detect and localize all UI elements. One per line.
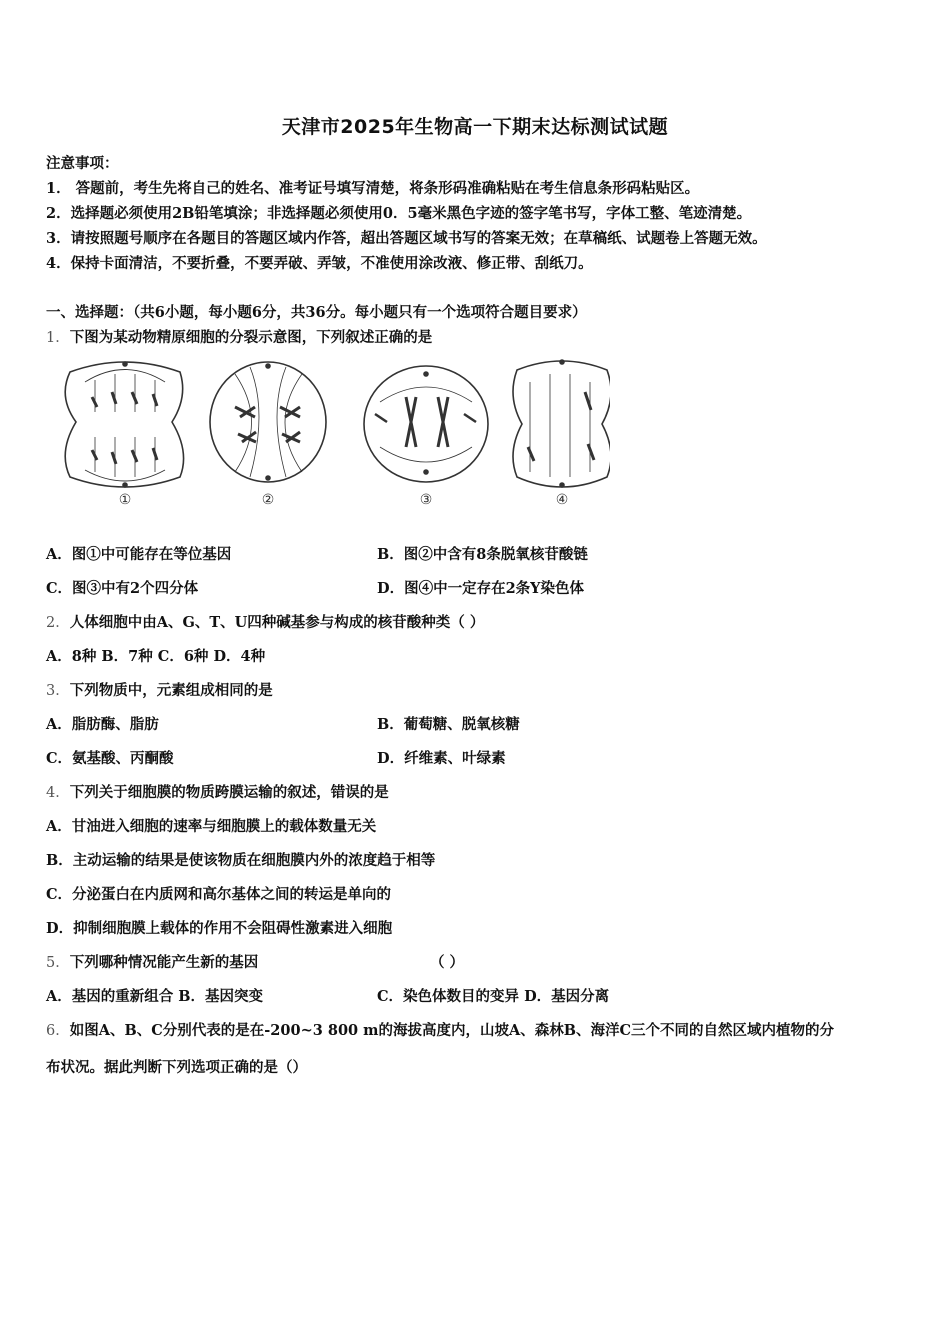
q1-option-c: C．图③中有2个四分体 xyxy=(46,580,199,597)
q1-option-b: B．图②中含有8条脱氧核苷酸链 xyxy=(377,546,588,563)
question-2 xyxy=(46,611,484,632)
question-stem: 下列哪种情况能产生新的基因 xyxy=(69,954,259,971)
q5-options-ab: A．基因的重新组合 B．基因突变 xyxy=(46,988,264,1005)
question-5 xyxy=(46,951,258,972)
q3-option-d: D．纤维素、叶绿素 xyxy=(377,750,506,767)
notice-item-2: 2．选择题必须使用2B铅笔填涂；非选择题必须使用0．5毫米黑色字迹的签字笔书写，字体工整、笔迹清楚。 xyxy=(46,205,752,222)
question-3 xyxy=(46,679,273,700)
q4-option-a: A．甘油进入细胞的速率与细胞膜上的载体数量无关 xyxy=(46,818,377,835)
cell-1-outline xyxy=(65,362,183,487)
question-number: 6． xyxy=(46,1023,70,1039)
cell-division-diagram xyxy=(50,352,610,522)
q1-option-a: A．图①中可能存在等位基因 xyxy=(46,546,232,563)
cell-division-figure xyxy=(50,352,610,522)
figure-label-3: ③ xyxy=(419,492,433,508)
section-heading: 一、选择题：（共6小题，每小题6分，共36分。每小题只有一个选项符合题目要求） xyxy=(46,304,587,321)
question-1 xyxy=(46,326,432,347)
notice-item-3: 3．请按照题号顺序在各题目的答题区域内作答，超出答题区域书写的答案无效；在草稿纸、试题卷上答题无效。 xyxy=(46,230,767,247)
notice-item-4: 4．保持卡面清洁，不要折叠，不要弄破、弄皱，不准使用涂改液、修正带、刮纸刀。 xyxy=(46,255,593,272)
notice-item-1: 1． 答题前，考生先将自己的姓名、准考证号填写清楚，将条形码准确粘贴在考生信息条形码粘贴区。 xyxy=(46,180,700,197)
question-stem: 人体细胞中由A、G、T、U四种碱基参与构成的核苷酸种类（ ） xyxy=(69,614,485,631)
question-stem-line-1: 如图A、B、C分别代表的是在-200~3 800 m的海拔高度内，山坡A、森林B、海洋C三个不同的自然区域内植物的分 xyxy=(69,1022,835,1039)
q1-option-d: D．图④中一定存在2条Y染色体 xyxy=(377,580,585,597)
question-6 xyxy=(46,1019,834,1040)
cell-4-outline xyxy=(513,361,610,487)
notice-heading: 注意事项： xyxy=(46,155,119,172)
question-4 xyxy=(46,781,389,802)
figure-label-4: ④ xyxy=(555,492,569,508)
question-number: 1． xyxy=(46,330,70,346)
question-stem: 下列关于细胞膜的物质跨膜运输的叙述，错误的是 xyxy=(69,784,389,801)
cell-3-outline xyxy=(364,366,488,482)
figure-label-1: ① xyxy=(118,492,132,508)
question-stem: 下图为某动物精原细胞的分裂示意图，下列叙述正确的是 xyxy=(69,329,433,346)
figure-label-2: ② xyxy=(261,492,275,508)
q4-option-b: B．主动运输的结果是使该物质在细胞膜内外的浓度趋于相等 xyxy=(46,852,436,869)
q2-options: A．8种 B．7种 C．6种 D．4种 xyxy=(46,648,266,665)
question-number: 2． xyxy=(46,615,70,631)
question-number: 3． xyxy=(46,683,70,699)
q5-answer-paren: （ ） xyxy=(430,954,465,971)
q3-option-b: B．葡萄糖、脱氧核糖 xyxy=(377,716,520,733)
q4-option-c: C．分泌蛋白在内质网和高尔基体之间的转运是单向的 xyxy=(46,886,392,903)
question-number: 5． xyxy=(46,955,70,971)
question-stem: 下列物质中，元素组成相同的是 xyxy=(69,682,273,699)
cell-2-outline xyxy=(210,362,326,482)
page-title: 天津市2025年生物高一下期末达标测试试题 xyxy=(281,116,669,138)
question-6-line-2: 布状况。据此判断下列选项正确的是（） xyxy=(46,1059,307,1076)
q3-option-c: C．氨基酸、丙酮酸 xyxy=(46,750,174,767)
q4-option-d: D．抑制细胞膜上载体的作用不会阻碍性激素进入细胞 xyxy=(46,920,393,937)
q5-options-cd: C．染色体数目的变异 D．基因分离 xyxy=(377,988,610,1005)
q3-option-a: A．脂肪酶、脂肪 xyxy=(46,716,159,733)
question-number: 4． xyxy=(46,785,70,801)
